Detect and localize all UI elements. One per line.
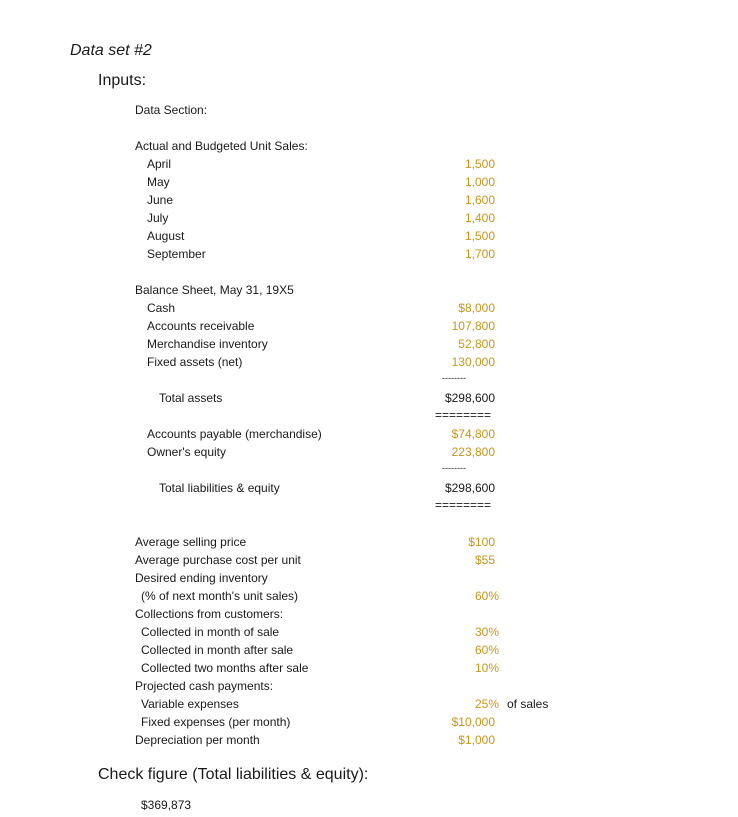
asset-value: 130,000 bbox=[451, 355, 495, 369]
asset-label: Accounts receivable bbox=[147, 319, 255, 333]
single-rule: -------- bbox=[442, 463, 466, 473]
depreciation-value: $1,000 bbox=[458, 733, 495, 747]
check-figure-label: Check figure (Total liabilities & equity): bbox=[98, 766, 369, 783]
unit-sales-label: April bbox=[147, 157, 172, 171]
unit-sales-value: 1,500 bbox=[464, 157, 495, 171]
collection-label: Collected two months after sale bbox=[141, 661, 309, 675]
collection-label: Collected in month after sale bbox=[141, 643, 294, 657]
asset-label: Merchandise inventory bbox=[147, 337, 268, 351]
unit-sales-label: June bbox=[147, 193, 174, 207]
collection-value: 10% bbox=[474, 661, 499, 675]
unit-sales-label: July bbox=[147, 211, 169, 225]
balance-sheet-heading: Balance Sheet, May 31, 19X5 bbox=[135, 283, 294, 297]
collection-label: Collected in month of sale bbox=[141, 625, 280, 639]
ending-inventory-value: 60% bbox=[474, 589, 499, 603]
total-liabilities-equity-label: Total liabilities & equity bbox=[159, 481, 280, 495]
liability-value: $74,800 bbox=[451, 427, 495, 441]
collection-value: 60% bbox=[474, 643, 499, 657]
unit-sales-label: May bbox=[147, 175, 170, 189]
inputs-label: Inputs: bbox=[98, 72, 147, 89]
liability-label: Accounts payable (merchandise) bbox=[147, 427, 322, 441]
collection-value: 30% bbox=[474, 625, 499, 639]
unit-sales-value: 1,000 bbox=[464, 175, 495, 189]
unit-sales-value: 1,700 bbox=[464, 247, 495, 261]
unit-sales-heading: Actual and Budgeted Unit Sales: bbox=[135, 139, 308, 153]
selling-price-label: Average selling price bbox=[135, 535, 247, 549]
ending-inventory-sub-label: (% of next month's unit sales) bbox=[141, 589, 299, 603]
data-section-label: Data Section: bbox=[135, 103, 208, 117]
fixed-expenses-value: $10,000 bbox=[451, 715, 495, 729]
unit-sales-value: 1,400 bbox=[464, 211, 495, 225]
purchase-cost-value: $55 bbox=[474, 553, 495, 567]
asset-value: 107,800 bbox=[451, 319, 495, 333]
total-assets-value: $298,600 bbox=[444, 391, 495, 405]
check-figure-value: $369,873 bbox=[141, 798, 192, 812]
double-rule: ======== bbox=[434, 498, 491, 512]
depreciation-label: Depreciation per month bbox=[135, 733, 260, 747]
page-title: Data set #2 bbox=[70, 42, 152, 59]
fixed-expenses-label: Fixed expenses (per month) bbox=[141, 715, 291, 729]
variable-expenses-suffix: of sales bbox=[507, 697, 549, 711]
payments-heading: Projected cash payments: bbox=[135, 679, 274, 693]
asset-value: 52,800 bbox=[458, 337, 495, 351]
selling-price-value: $100 bbox=[468, 535, 495, 549]
purchase-cost-label: Average purchase cost per unit bbox=[135, 553, 301, 567]
total-assets-label: Total assets bbox=[159, 391, 223, 405]
liability-label: Owner's equity bbox=[147, 445, 226, 459]
asset-value: $8,000 bbox=[458, 301, 495, 315]
ending-inventory-label: Desired ending inventory bbox=[135, 571, 268, 585]
collections-heading: Collections from customers: bbox=[135, 607, 284, 621]
single-rule: -------- bbox=[442, 373, 466, 383]
unit-sales-value: 1,500 bbox=[464, 229, 495, 243]
double-rule: ======== bbox=[434, 408, 491, 422]
unit-sales-value: 1,600 bbox=[464, 193, 495, 207]
unit-sales-label: September bbox=[147, 247, 206, 261]
asset-label: Cash bbox=[147, 301, 176, 315]
variable-expenses-label: Variable expenses bbox=[141, 697, 239, 711]
variable-expenses-value: 25% bbox=[474, 697, 499, 711]
total-liabilities-equity-value: $298,600 bbox=[444, 481, 495, 495]
unit-sales-label: August bbox=[147, 229, 185, 243]
liability-value: 223,800 bbox=[451, 445, 495, 459]
asset-label: Fixed assets (net) bbox=[147, 355, 243, 369]
